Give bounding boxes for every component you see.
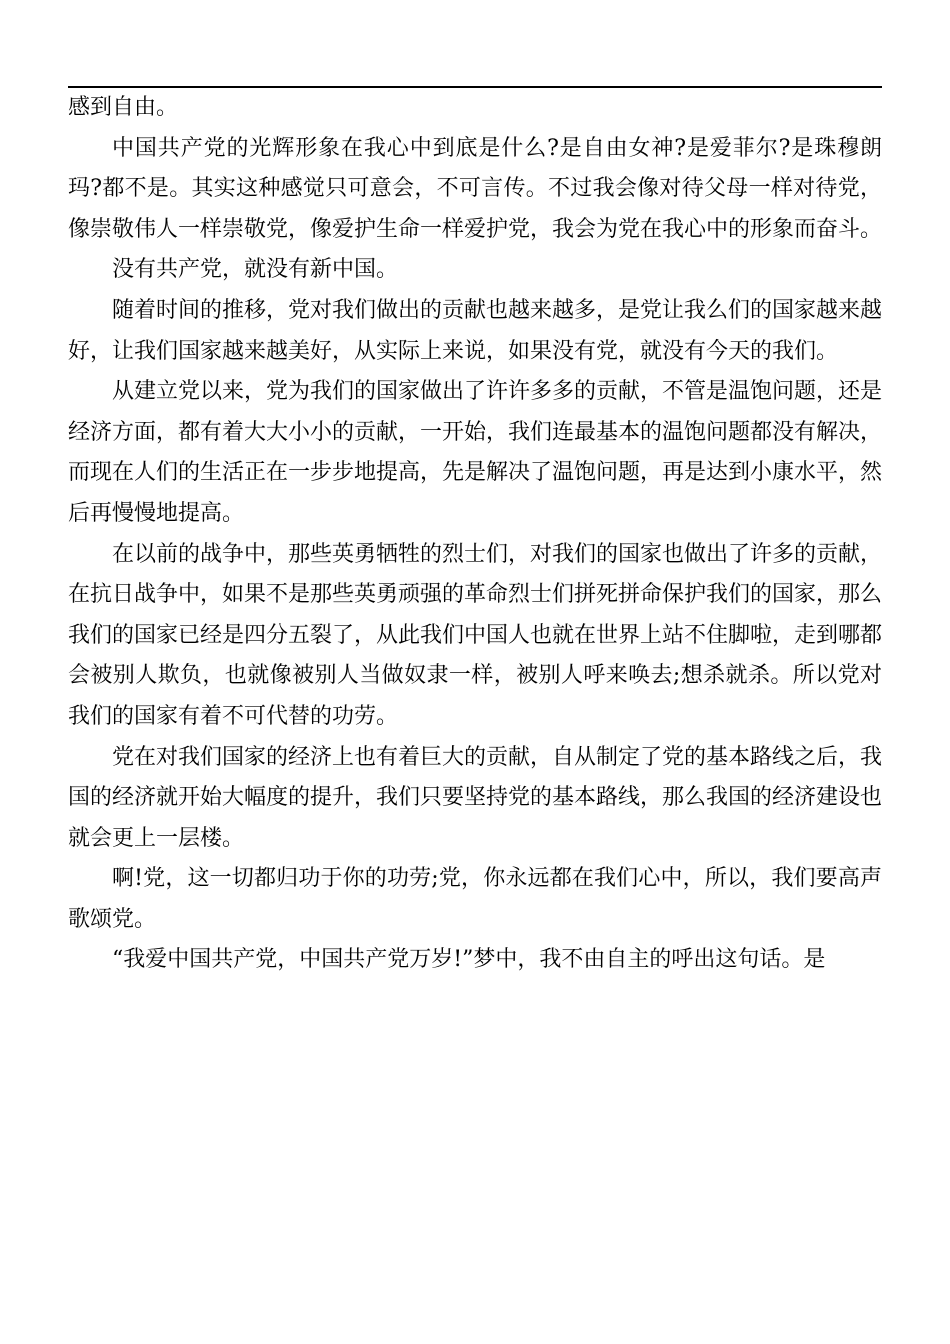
paragraph: 中国共产党的光辉形象在我心中到底是什么?是自由女神?是爱菲尔?是珠穆朗玛?都不是。其实这种感觉只可意会，不可言传。不过我会像对待父母一样对待党，像崇敬伟人一样崇敬党，像爱护生命一样爱护党，我会为党在我心中的形象而奋斗。 xyxy=(68,135,883,242)
paragraph: 啊!党，这一切都归功于你的功劳;党，你永远都在我们心中，所以，我们要高声歌颂党。 xyxy=(68,866,882,932)
paragraph: 从建立党以来，党为我们的国家做出了许许多多的贡献，不管是温饱问题，还是经济方面，都有着大大小小的贡献，一开始，我们连最基本的温饱问题都没有解决，而现在人们的生活正在一步步地提高，先是解决了温饱问题，再是达到小康水平，然后再慢慢地提高。 xyxy=(68,379,883,526)
paragraph: “我爱中国共产党，中国共产党万岁!”梦中，我不由自主的呼出这句话。是 xyxy=(112,947,826,973)
paragraph-continuation: 感到自由。 xyxy=(68,95,179,120)
document-body xyxy=(68,88,882,981)
paragraph: 没有共产党，就没有新中国。 xyxy=(112,257,399,283)
paragraph: 随着时间的推移，党对我们做出的贡献也越来越多，是党让我么们的国家越来越好，让我们国家越来越美好，从实际上来说，如果没有党，就没有今天的我们。 xyxy=(68,297,883,364)
paragraph: 在以前的战争中，那些英勇牺牲的烈士们，对我们的国家也做出了许多的贡献，在抗日战争中，如果不是那些英勇顽强的革命烈士们拼死拼命保护我们的国家，那么我们的国家已经是四分五裂了，从此我们中国人也就在世界上站不住脚啦，走到哪都会被别人欺负，也就像被别人当做奴隶一样，被别人呼来唤去;想杀就杀。所以党对我们的国家有着不可代替的功劳。 xyxy=(68,541,883,729)
paragraph: 党在对我们国家的经济上也有着巨大的贡献，自从制定了党的基本路线之后，我国的经济就开始大幅度的提升，我们只要坚持党的基本路线，那么我国的经济建设也就会更上一层楼。 xyxy=(68,744,883,851)
